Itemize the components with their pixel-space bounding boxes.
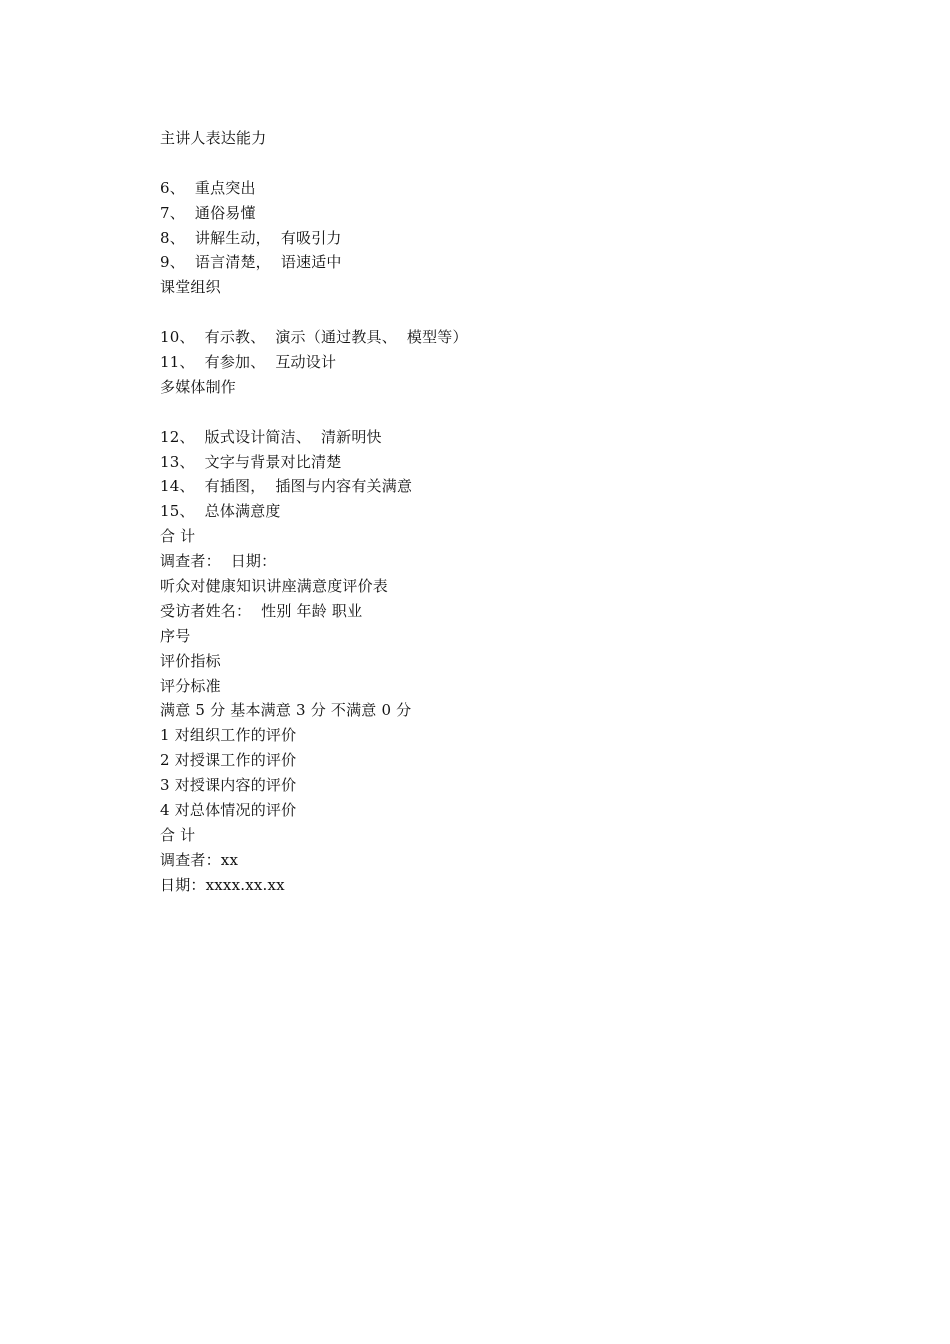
respondent-line: 受访者姓名： 性别 年龄 职业 (160, 601, 363, 620)
list-item: 14、 有插图， 插图与内容有关满意 (160, 477, 413, 496)
rating-scale-line: 满意 5 分 基本满意 3 分 不满意 0 分 (160, 701, 412, 720)
evaluation-item: 4 对总体情况的评价 (160, 801, 297, 820)
blank-line (160, 151, 780, 176)
surveyor-date-line: 调查者： 日期： (160, 552, 277, 571)
evaluation-item: 1 对组织工作的评价 (160, 726, 297, 745)
list-item: 12、 版式设计简洁、 清新明快 (160, 427, 382, 446)
section-title-classroom: 课堂组织 (160, 278, 221, 297)
evaluation-item: 3 对授课内容的评价 (160, 776, 297, 795)
list-item: 11、 有参加、 互动设计 (160, 353, 337, 372)
blank-line (160, 300, 780, 325)
total-label: 合 计 (160, 825, 196, 844)
total-label: 合 计 (160, 527, 196, 546)
form-title: 听众对健康知识讲座满意度评价表 (160, 577, 389, 596)
column-header-number: 序号 (160, 626, 191, 645)
list-item: 10、 有示教、 演示（通过教具、 模型等） (160, 328, 468, 347)
list-item: 7、 通俗易懂 (160, 203, 256, 222)
surveyor-line: 调查者：xx (160, 850, 239, 869)
date-line: 日期：xxxx.xx.xx (160, 875, 285, 894)
list-item: 8、 讲解生动， 有吸引力 (160, 228, 342, 247)
blank-line (160, 400, 780, 425)
section-title-multimedia: 多媒体制作 (160, 377, 237, 396)
column-header-indicator: 评价指标 (160, 651, 221, 670)
document-content (160, 126, 780, 898)
list-item: 15、 总体满意度 (160, 502, 281, 521)
list-item: 6、 重点突出 (160, 178, 256, 197)
section-title-presenter: 主讲人表达能力 (160, 129, 267, 147)
column-header-standard: 评分标准 (160, 676, 221, 695)
list-item: 13、 文字与背景对比清楚 (160, 452, 342, 471)
evaluation-item: 2 对授课工作的评价 (160, 751, 297, 770)
list-item: 9、 语言清楚， 语速适中 (160, 253, 342, 272)
